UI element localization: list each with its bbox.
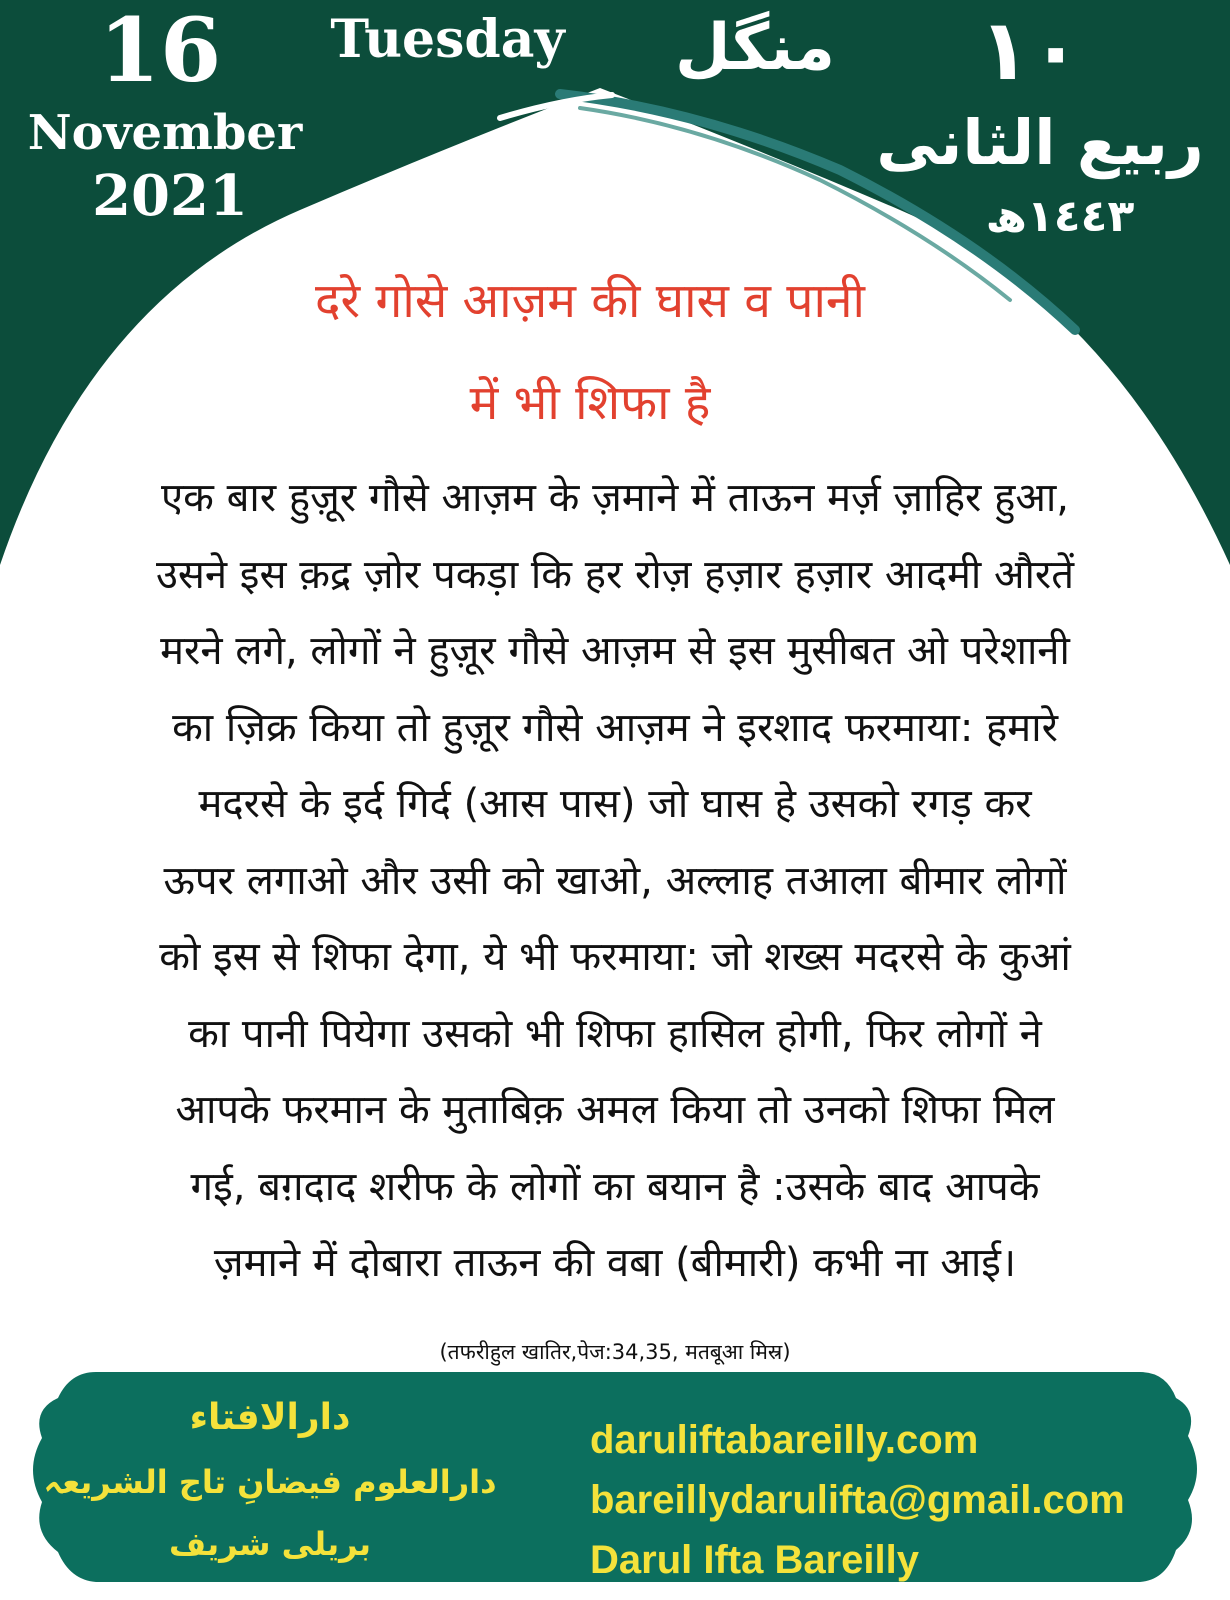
website-link[interactable]: daruliftabareilly.com: [590, 1418, 979, 1462]
body-line: मरने लगे, लोगों ने हुज़ूर गौसे आज़म से इस मुसीबत ओ परेशानी: [160, 628, 1070, 674]
email-link[interactable]: bareillydarulifta@gmail.com: [590, 1478, 1125, 1522]
article-title-line-1: दरे गोसे आज़म की घास व पानी: [315, 273, 865, 329]
body-line: का ज़िक्र किया तो हुज़ूर गौसे आज़म ने इरशाद फरमाया: हमारे: [172, 704, 1058, 751]
gregorian-year: 2021: [92, 163, 248, 229]
body-line: गई, बग़दाद शरीफ के लोगों का बयान है :उसके बाद आपके: [190, 1163, 1040, 1210]
body-line: को इस से शिफा देगा, ये भी फरमाया: जो शख्स मदरसे के कुआं: [159, 934, 1071, 980]
source-reference: (तफरीहुल खातिर,पेज:34,35, मतबूआ मिस्र): [439, 1340, 791, 1364]
gregorian-month: November: [27, 105, 303, 161]
article-body: [30, 460, 1200, 1302]
organization-name: Darul Ifta Bareilly: [590, 1538, 920, 1582]
hijri-year: ١٤٤٣ھ: [985, 191, 1135, 242]
body-line: का पानी पियेगा उसको भी शिफा हासिल होगी, फिर लोगों ने: [188, 1010, 1042, 1057]
article-title-line-2: में भी शिफा है: [469, 375, 711, 431]
weekday-urdu: منگل: [674, 11, 836, 85]
footer-institution-title: دارالافتاء: [189, 1397, 351, 1438]
body-line: ज़माने में दोबारा ताऊन की वबा (बीमारी) कभी ना आई।: [213, 1240, 1017, 1286]
body-line: ऊपर लगाओ और उसी को खाओ, अल्लाह तआला बीमार लोगों: [163, 857, 1067, 904]
weekday-english: Tuesday: [330, 9, 565, 70]
body-line: उसने इस क़द्र ज़ोर पकड़ा कि हर रोज़ हज़ार हज़ार आदमी औरतें: [155, 551, 1075, 598]
body-line: आपके फरमान के मुताबिक़ अमल किया तो उनको शिफा मिल: [175, 1087, 1055, 1133]
hijri-month: ربیع الثانی: [876, 106, 1204, 179]
body-line: एक बार हुज़ूर गौसे आज़म के ज़माने में ताऊन मर्ज़ ज़ाहिर हुआ,: [161, 475, 1069, 521]
footer-institution-name: دارالعلوم فیضانِ تاج الشریعہ: [43, 1463, 497, 1501]
gregorian-day: 16: [98, 0, 222, 102]
body-line: मदरसे के इर्द गिर्द (आस पास) जो घास हे उसको रगड़ कर: [198, 781, 1032, 827]
footer-institution-city: بریلی شریف: [168, 1525, 371, 1563]
hijri-day: ١٠: [978, 1, 1082, 99]
